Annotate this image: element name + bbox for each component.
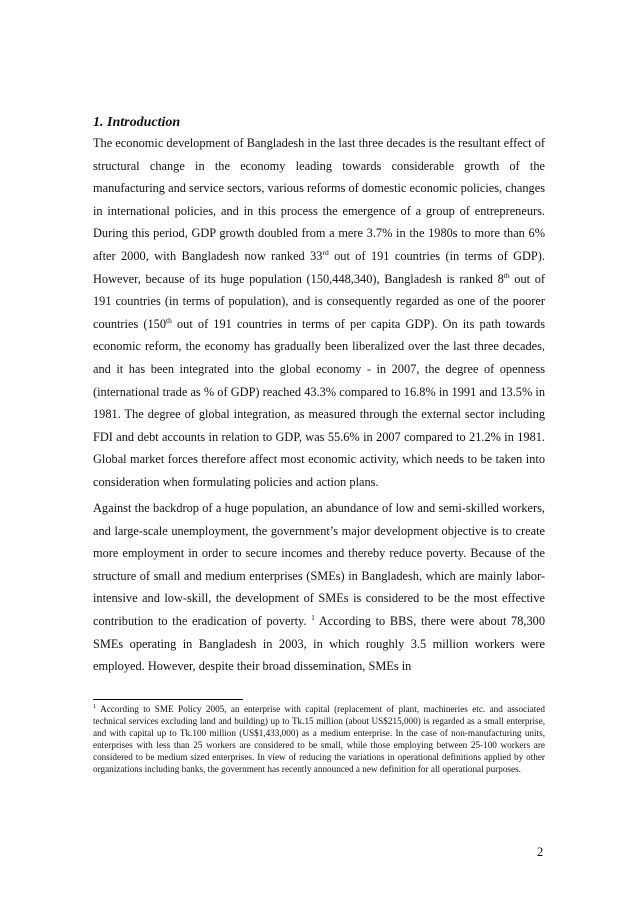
footnote-text: According to SME Policy 2005, an enterprise with capital (replacement of plant, machineries etc. and associated technical services excluding land and building) up to Tk.15 million (about US$215,000) is regarded as a small enterprise, and with capital up to Tk.100 million (US$1,433,000) as a medium enterprise. In the case of non-manufacturing units, enterprises with less than 25 workers are considered to be small, while those employing between 25-100 workers are considered to be medium sized enterprises. In view of reducing the variations in operational definitions applied by other organizations including banks, the government has recently announced a new definition for all operational purposes. xyxy=(93,704,545,774)
paragraph-text: out of 191 countries in terms of per capita GDP). On its path towards economic reform, the economy has gradually been liberalized over the last three decades, and it has been integrated into the global economy - in 2007, the degree of openness (international trade as % of GDP) reached 43.3% compared to 16.8% in 1991 and 13.5% in 1981. The degree of global integration, as measured through the external sector including FDI and debt accounts in relation to GDP, was 55.6% in 2007 compared to 21.2% in 1981. Global market forces therefore affect most economic activity, which needs to be taken into consideration when formulating policies and action plans. xyxy=(93,316,545,489)
ordinal-superscript: th xyxy=(503,270,510,280)
ordinal-superscript: th xyxy=(166,315,172,325)
footnote xyxy=(93,704,545,775)
paragraph-text: According to BBS, there were about 78,300 SMEs operating in Bangladesh in 2003, in which roughly 3.5 million workers were employed. However, despite their broad dissemination, SMEs in xyxy=(93,613,545,674)
footnote-separator xyxy=(93,699,243,700)
paragraph-text: out of 191 countries (in terms of GDP). However, because of its huge population (150,448,340), Bangladesh is ranked 8 xyxy=(93,248,545,286)
paragraph-text: The economic development of Bangladesh in the last three decades is the resultant effect of structural change in the economy leading towards considerable growth of the manufacturing and service sectors, various reforms of domestic economic policies, changes in international policies, and in this process the emergence of a group of entrepreneurs. During this period, GDP growth doubled from a mere 3.7% in the 1980s to more than 6% after 2000, with Bangladesh now ranked 33 xyxy=(93,136,545,263)
paragraph-sme-objective xyxy=(93,497,545,678)
ordinal-superscript: rd xyxy=(322,247,329,257)
footnote-reference[interactable]: 1 xyxy=(311,612,315,622)
page-number: 2 xyxy=(537,845,544,859)
paragraph-introduction xyxy=(93,132,545,494)
paragraph-text: Against the backdrop of a huge population, an abundance of low and semi-skilled workers, and large-scale unemployment, the government’s major development objective is to create more employment in order to secure incomes and thereby reduce poverty. Because of the structure of small and medium enterprises (SMEs) in Bangladesh, which are mainly labor-intensive and low-skill, the development of SMEs is considered to be the most effective contribution to the eradication of poverty. xyxy=(93,501,545,628)
section-heading: 1. Introduction xyxy=(93,115,181,130)
footnote-marker: 1 xyxy=(93,702,97,710)
paragraph-text: out of 191 countries (in terms of population), and is consequently regarded as one of the poorer countries (150 xyxy=(93,271,545,331)
